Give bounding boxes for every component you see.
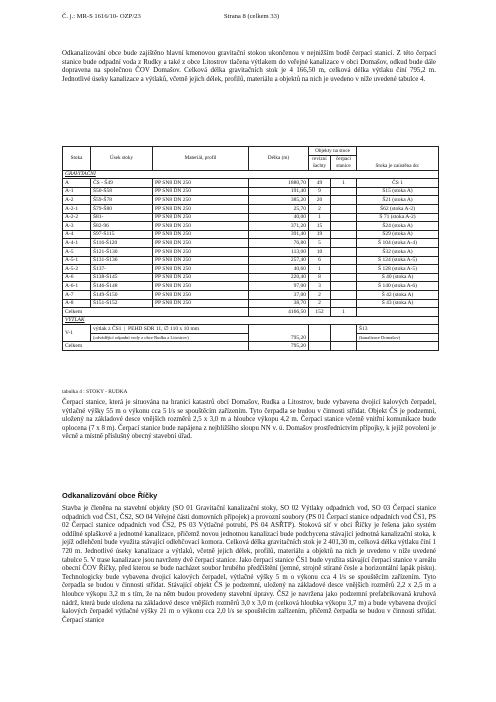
total-delka: 795,20 xyxy=(249,342,309,351)
cell-cerpaci xyxy=(331,239,357,248)
cell-stoka: A-2-1 xyxy=(63,204,91,213)
cell-revizni: 19 xyxy=(309,230,331,239)
cell-usek: Š116-Š120 xyxy=(91,239,153,248)
cell-delka: 76,80 xyxy=(249,239,309,248)
total-empty xyxy=(309,342,331,351)
cell-stoka: A-5-1 xyxy=(63,256,91,265)
cell-cerpaci: 1 xyxy=(331,179,357,188)
cell-revizni: 9 xyxy=(309,187,331,196)
cell-cerpaci xyxy=(331,187,357,196)
cell-revizni: 2 xyxy=(309,299,331,308)
cell-delka: 371,20 xyxy=(249,222,309,231)
total-empty xyxy=(357,308,439,317)
cell-material: PP SN8 DN 250 xyxy=(153,230,249,239)
cell-stoka: A-5-2 xyxy=(63,265,91,274)
header-delka: Délka (m) xyxy=(249,147,309,171)
total-empty xyxy=(331,342,357,351)
cell-revizni: 6 xyxy=(309,256,331,265)
cell-zaust-note: (kanalizace Domašov) xyxy=(357,333,439,342)
cell-cerpaci xyxy=(331,204,357,213)
cell-usek: Š59-Š78 xyxy=(91,196,153,205)
cell-zaust: Š13 xyxy=(357,325,439,334)
cell-stoka: A-1 xyxy=(63,187,91,196)
cell-delka: 37,00 xyxy=(249,290,309,299)
cell-cerpaci xyxy=(331,290,357,299)
cell-cerpaci xyxy=(331,230,357,239)
cell-cerpaci xyxy=(331,265,357,274)
table-row xyxy=(63,265,439,274)
cell-material: PP SN8 DN 250 xyxy=(153,204,249,213)
cell-usek: Š151-Š152 xyxy=(91,299,153,308)
cell-material: PP SN8 DN 250 xyxy=(153,196,249,205)
cell-material: PP SN8 DN 250 xyxy=(153,213,249,222)
cell-revizni: 8 xyxy=(309,273,331,282)
table-row xyxy=(63,290,439,299)
cell-stoka: A-6-1 xyxy=(63,282,91,291)
cell-usek: Š131-Š136 xyxy=(91,256,153,265)
cell-delka: 391,40 xyxy=(249,230,309,239)
cell-revizni: 2 xyxy=(309,204,331,213)
cell-zaust: Š 104 (stoka A-4) xyxy=(357,239,439,248)
total-label: Celkem xyxy=(63,342,249,351)
table-row xyxy=(63,282,439,291)
cell-stoka: A-7 xyxy=(63,290,91,299)
cell-usek: Š149-Š150 xyxy=(91,290,153,299)
cell-delka: 38,70 xyxy=(249,299,309,308)
cell-usek: Š137- xyxy=(91,265,153,274)
cell-zaust: Š 42 (stoka A) xyxy=(357,290,439,299)
cell-cerpaci xyxy=(331,222,357,231)
cell-delka: 385,20 xyxy=(249,196,309,205)
cell-cerpaci xyxy=(331,282,357,291)
cell-cerpaci xyxy=(331,299,357,308)
cell-material: PP SN8 DN 250 xyxy=(153,273,249,282)
cell-material: PP SN8 DN 250 xyxy=(153,222,249,231)
cell-usek: Š81- xyxy=(91,213,153,222)
cell-material: PEHD SDR 11, ∅ 110 x 10 mm xyxy=(128,325,200,332)
cell-delka: 191,40 xyxy=(249,187,309,196)
section-label: GRAVITAČNÍ xyxy=(63,170,439,179)
header-zaustena: Stoka je zaústěna do: xyxy=(357,147,439,171)
table-row xyxy=(63,273,439,282)
table-row xyxy=(63,247,439,256)
cell-cerpaci xyxy=(331,273,357,282)
cell-zaust: Š21 (stoka A) xyxy=(357,196,439,205)
cell-delka: 113,00 xyxy=(249,247,309,256)
header-objekty: Objekty na stoce xyxy=(309,147,357,156)
cell-revizni: 1 xyxy=(309,265,331,274)
cell-revizni: 1 xyxy=(309,213,331,222)
cell-zaust: Š 40 (stoka A) xyxy=(357,273,439,282)
cell-usek: Š79-Š80 xyxy=(91,204,153,213)
cell-usek: Š50-Š58 xyxy=(91,187,153,196)
table-caption: tabulka 4 : STOKY - RUDKA xyxy=(62,389,128,395)
cell-material: PP SN8 DN 250 xyxy=(153,299,249,308)
cell-zaust: Š24 (stoka A) xyxy=(357,222,439,231)
cell-usek: Š121-Š130 xyxy=(91,247,153,256)
cell-material: PP SN8 DN 250 xyxy=(153,265,249,274)
table-row xyxy=(63,179,439,188)
cell-delka: 40,00 xyxy=(249,213,309,222)
table-row xyxy=(63,256,439,265)
cell-material: PP SN8 DN 250 xyxy=(153,256,249,265)
page-number: Strana 8 (celkem 33) xyxy=(224,13,280,20)
cell-stoka: A-8 xyxy=(63,299,91,308)
section-row-gravitacni xyxy=(63,170,439,179)
cell-revizni: 10 xyxy=(309,247,331,256)
cell-delka: 795,20 xyxy=(249,325,309,342)
cell-material: PP SN8 DN 250 xyxy=(153,187,249,196)
cell-usek: Š146-Š148 xyxy=(91,282,153,291)
cell-zaust: Š29 (stoka A) xyxy=(357,230,439,239)
cell-stoka: A-2 xyxy=(63,196,91,205)
cell-stoka: A xyxy=(63,179,91,188)
header-stoka: Stoka xyxy=(63,147,91,171)
cell-delka: 25,70 xyxy=(249,204,309,213)
cell-zaust: Š62 (stoka A-2) xyxy=(357,204,439,213)
cell-stoka: V-1 xyxy=(63,325,91,342)
total-cerpaci: 1 xyxy=(331,308,357,317)
table-row xyxy=(63,196,439,205)
cell-delka: 1880,70 xyxy=(249,179,309,188)
table-header-row xyxy=(63,147,439,156)
table-row xyxy=(63,222,439,231)
header-revizni: revizní šachty xyxy=(309,155,331,170)
cell-revizni: 5 xyxy=(309,239,331,248)
total-row-vytlak xyxy=(63,342,439,351)
cell-usek: výtlak z ČS1 xyxy=(93,325,122,332)
cell-material: PP SN8 DN 250 xyxy=(153,282,249,291)
cell-cerpaci xyxy=(331,325,357,342)
cell-cerpaci xyxy=(331,247,357,256)
table-row xyxy=(63,239,439,248)
cell-zaust: ČS 1 xyxy=(357,179,439,188)
cell-material: PP SN8 DN 250 xyxy=(153,179,249,188)
cell-zaust: Š 124 (stoka A-5) xyxy=(357,256,439,265)
cell-usek-material: výtlak z ČS1 | PEHD SDR 11, ∅ 110 x 10 mm xyxy=(91,325,249,334)
total-label: Celkem xyxy=(63,308,249,317)
cell-zaust: Š15 (stoka A) xyxy=(357,187,439,196)
section-label: VÝTLAK xyxy=(63,316,439,325)
table-row xyxy=(63,213,439,222)
cell-zaust: Š 128 (stoka A-5) xyxy=(357,265,439,274)
cell-material: PP SN8 DN 250 xyxy=(153,239,249,248)
section-heading: Odkanalizování obce Říčky xyxy=(62,491,158,500)
pump-station-paragraph: Čerpací stanice, která je situována na hranici katastrů obcí Domašov, Rudka a Litostrov, bude vybavena dvojicí kalových čerpadel, výtlačné výšky 55 m o výkonu cca 5 l/s se spouštěcím zařízením. Tyto čerpadla se budou v činnosti střídat. Objekt ČS je podzemní, uložený na základové desce vnějších rozměrů 2,5 x 3,0 m a hloubce výkopu 4,2 m. Čerpací stanice včetně vnitřní komunikace bude oplocena (7 x 8 m). Čerpací stanice bude napájena z nejbližšího sloupu NN v. ú. Domašov prostřednictvím přípojky, k jejíž povolení je věcně a místně příslušný obecný stavební úřad. xyxy=(62,399,436,441)
cell-delka: 97,00 xyxy=(249,282,309,291)
cell-cerpaci xyxy=(331,213,357,222)
table-row xyxy=(63,230,439,239)
cell-revizni: 2 xyxy=(309,290,331,299)
cell-delka: 40,60 xyxy=(249,265,309,274)
table-row xyxy=(63,204,439,213)
section-row-vytlak xyxy=(63,316,439,325)
cell-usek: Š97-Š115 xyxy=(91,230,153,239)
cell-material: PP SN8 DN 250 xyxy=(153,290,249,299)
total-empty xyxy=(357,342,439,351)
cell-stoka: A-6 xyxy=(63,273,91,282)
cell-stoka: A-4 xyxy=(63,230,91,239)
cell-material: PP SN8 DN 250 xyxy=(153,247,249,256)
cell-usek: Š82-96 xyxy=(91,222,153,231)
cell-revizni: 15 xyxy=(309,222,331,231)
cell-cerpaci xyxy=(331,256,357,265)
header-material: Materiál, profil xyxy=(153,147,249,171)
cell-revizni: 49 xyxy=(309,179,331,188)
table-row xyxy=(63,187,439,196)
ricky-paragraph: Stavba je členěna na stavební objekty (SO 01 Gravitační kanalizační stoky, SO 02 Výtlaky odpadních vod, SO 03 Čerpací stanice odpadních vod ČS1, ČS2, SO 04 Veřejné části domovních přípojek) a provozní soubory (PS 01 Čerpací stanice odpadních vod ČS1, PS 02 Čerpací stanice odpadních vod ČS2, PS 03 Výtlačné potrubí, PS 04 ASŘTP). Stoková síť v obci Říčky je řešena jako systém oddílné splaškové a jednotné kanalizace, přičemž novou jednotnou kanalizací bude podchycena stávající jednotná kanalizační stoka, k jejíž odlehčení bude využita stávající odlehčovací komora. Celková délka gravitačních stok je 2 401,30 m, celková délka výtlaku činí 1 720 m. Jednotlivé úseky kanalizace a výtlaků, včetně jejich délek, profilů, materiálu a objektů na nich je uvedeno v níže uvedené tabulce 5. V trase kanalizace jsou navrženy dvě čerpací stanice. Jako čerpací stanice ČS1 bude využita stávající čerpací stanice v areálu obecní ČOV Říčky, před kterou se bude nacházet soubor hrubého předčištění (jemné, strojně stírané česle a horizontální lapák písku). Technologicky bude vybavena dvojicí kalových čerpadel, výtlačné výšky 5 m o výkonu cca 4 l/s se spouštěcím zařízením. Tyto čerpadla se budou v činnosti střídat. Stávající objekt ČS je podzemní, uložený na základové desce vnějších rozměrů 2,2 x 2,5 m a hloubce výkopu 3,2 m s tím, že na něm budou provedeny stavební úpravy. ČS2 je navržena jako podzemní prefabrikovaná kruhová nádrž, která bude uložena na základové desce vnějších rozměrů 3,0 x 3,0 m (celková hloubka výkopu 3,7 m) a bude vybavena dvojicí kalových čerpadel výtlačné výšky 21 m o výkonu cca 2,0 l/s se spouštěcím zařízením, přičemž čerpadla se budou v činnosti střídat. Čerpací stanice xyxy=(62,505,436,624)
cell-stoka: A-4-1 xyxy=(63,239,91,248)
cell-usek: ČS - Š49 xyxy=(91,179,153,188)
cell-stoka: A-2-2 xyxy=(63,213,91,222)
cell-revizni xyxy=(309,325,331,342)
cell-zaust: Š 71 (stoka A-2) xyxy=(357,213,439,222)
cell-stoka: A-3 xyxy=(63,222,91,231)
cell-revizni: 3 xyxy=(309,282,331,291)
intro-paragraph: Odkanalizování obce bude zajištěno hlavní kmenovou gravitační stokou ukončenou v nejnižším bodě čerpací stanicí. Z této čerpací stanice bude odpadní voda z Rudky a také z obce Litostrov tlačena výtlakem do veřejné kanalizace v obci Domašov, odkud bude dále dopravena na společnou ČOV Domašov. Celková délka gravitačních stok je 4 166,50 m, celková délka výtlaku činí 795,2 m. Jednotlivé úseky kanalizace a výtlaků, včetně jejich délek, profilů, materiálu a objektů na nich je uvedeno v níže uvedené tabulce 4. xyxy=(62,50,436,83)
cell-delka: 257,40 xyxy=(249,256,309,265)
cell-revizni: 20 xyxy=(309,196,331,205)
total-row-gravitacni xyxy=(63,308,439,317)
document-reference: Č. j.: MR-S 1616/10- OZP/23 xyxy=(62,13,141,20)
cell-usek: Š138-Š145 xyxy=(91,273,153,282)
table-row-vytlak xyxy=(63,325,439,334)
sewer-table xyxy=(62,146,439,351)
cell-cerpaci xyxy=(331,196,357,205)
total-delka: 4166,50 xyxy=(249,308,309,317)
cell-stoka: A-5 xyxy=(63,247,91,256)
total-revizni: 152 xyxy=(309,308,331,317)
header-usek: Úsek stoky xyxy=(91,147,153,171)
cell-zaust: Š 140 (stoka A-6) xyxy=(357,282,439,291)
cell-zaust: Š 43 (stoka A) xyxy=(357,299,439,308)
cell-delka: 220,40 xyxy=(249,273,309,282)
header-cerpaci: čerpací stanice xyxy=(331,155,357,170)
cell-zaust: Š32 (stoka A) xyxy=(357,247,439,256)
cell-usek-note: (odvádějící odpadní vody z obce Rudka a Litostrov) xyxy=(91,333,249,342)
table-row xyxy=(63,299,439,308)
